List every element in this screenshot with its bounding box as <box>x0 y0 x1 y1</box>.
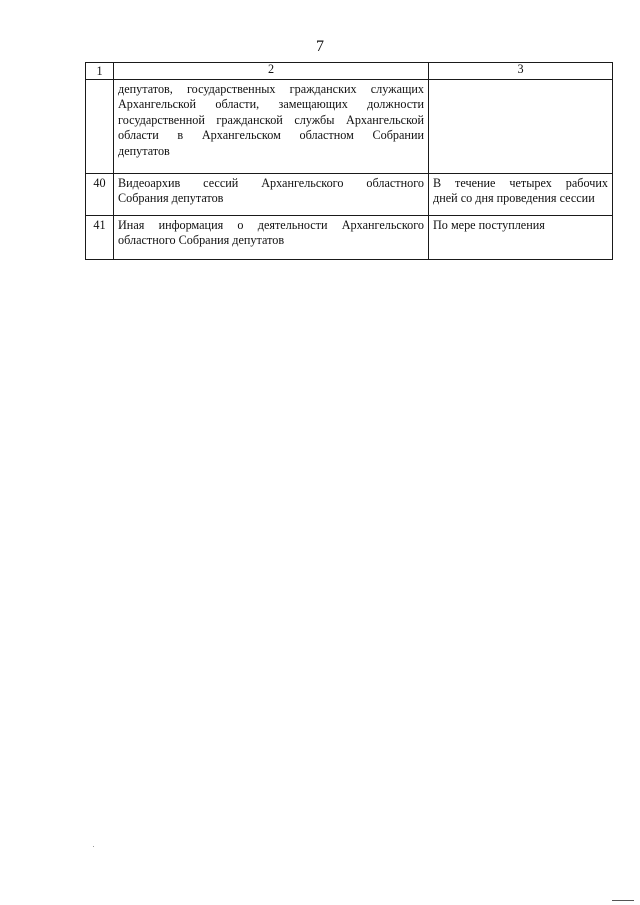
page-number: 7 <box>316 38 324 55</box>
row-number <box>86 80 114 174</box>
scan-artifact-dot <box>93 846 94 847</box>
description-line: депутатов <box>118 143 170 158</box>
scan-artifact-mark <box>612 900 634 901</box>
header-col-2: 2 <box>114 63 429 80</box>
table-row <box>86 216 613 260</box>
header-col-3: 3 <box>429 63 613 80</box>
term-line: По мере поступления <box>433 218 545 232</box>
header-col-1: 1 <box>86 63 114 80</box>
row-term <box>429 80 613 174</box>
description-line: государственной гражданской службы Архангельской <box>118 112 424 127</box>
description-line: областного Собрания депутатов <box>118 233 285 248</box>
description-line: Собрания депутатов <box>118 191 224 206</box>
row-description <box>114 216 429 260</box>
row-number: 41 <box>86 216 114 260</box>
description-line: депутатов, государственных гражданских служащих <box>118 82 424 96</box>
row-description <box>114 80 429 174</box>
term-line: В течение четырех рабочих <box>433 176 608 190</box>
description-line: области в Архангельском областном Собрании <box>118 128 424 143</box>
table-row <box>86 80 613 174</box>
document-table <box>85 62 613 260</box>
row-term <box>429 216 613 260</box>
row-number: 40 <box>86 174 114 216</box>
term-line: дней со дня проведения сессии <box>433 191 595 206</box>
row-description <box>114 174 429 216</box>
description-line: Архангельской области, замещающих должности <box>118 97 424 112</box>
row-term <box>429 174 613 216</box>
table-row <box>86 174 613 216</box>
table-header-row <box>86 63 613 80</box>
description-line: Видеоархив сессий Архангельского областного <box>118 176 424 190</box>
description-line: Иная информация о деятельности Архангельского <box>118 218 424 232</box>
